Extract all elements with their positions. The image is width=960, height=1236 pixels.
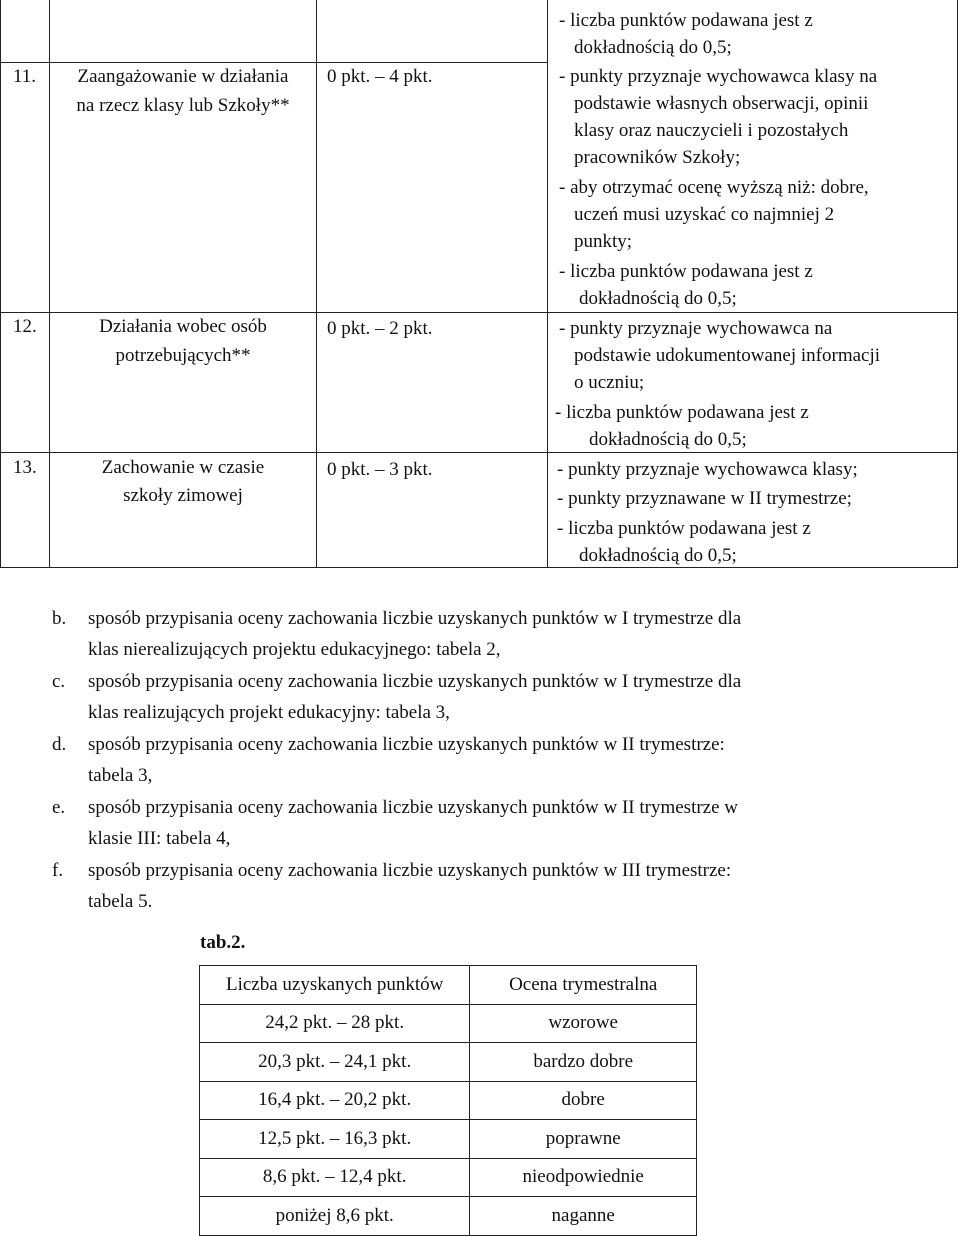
criterion-name: potrzebujących** xyxy=(115,345,251,366)
rule-text: - liczba punktów podawana jest z xyxy=(559,261,813,282)
table-cell: 20,3 pkt. – 24,1 pkt. xyxy=(200,1043,470,1082)
column-header: Ocena trymestralna xyxy=(470,966,697,1005)
table-cell: 16,4 pkt. – 20,2 pkt. xyxy=(200,1081,470,1120)
rule-text: pracowników Szkoły; xyxy=(574,147,741,168)
table-cell: nieodpowiednie xyxy=(470,1158,697,1197)
list-text: klas nierealizujących projektu edukacyjnego: tabela 2, xyxy=(88,639,501,660)
list-text: sposób przypisania oceny zachowania liczbie uzyskanych punktów w III trymestrze: xyxy=(88,860,732,881)
list-letter: f. xyxy=(52,860,64,881)
table-row xyxy=(200,1081,697,1120)
rule-text: - aby otrzymać ocenę wyższą niż: dobre, xyxy=(559,177,869,198)
criterion-name: Działania wobec osób xyxy=(99,316,267,337)
table-row xyxy=(200,1043,697,1082)
table-cell: poprawne xyxy=(470,1120,697,1159)
column-divider xyxy=(316,0,317,567)
list-text: tabela 3, xyxy=(88,765,153,786)
rule-text: dokładnością do 0,5; xyxy=(574,37,732,58)
criterion-name: Zachowanie w czasie xyxy=(101,457,265,478)
table-row xyxy=(200,1004,697,1043)
column-divider xyxy=(547,0,548,567)
rule-text: dokładnością do 0,5; xyxy=(579,545,737,566)
rule-text: - punkty przyznaje wychowawca klasy; xyxy=(557,459,858,480)
row-divider xyxy=(1,452,957,453)
rule-text: uczeń musi uzyskać co najmniej 2 xyxy=(574,204,835,225)
criterion-number: 13. xyxy=(13,457,37,478)
criterion-points: 0 pkt. – 4 pkt. xyxy=(327,66,433,87)
rule-text: dokładnością do 0,5; xyxy=(589,429,747,450)
table-title: tab.2. xyxy=(200,932,246,953)
list-letter: d. xyxy=(52,734,67,755)
criterion-number: 11. xyxy=(13,66,37,87)
list-letter: c. xyxy=(52,671,66,692)
list-letter: b. xyxy=(52,608,67,629)
list-text: klasie III: tabela 4, xyxy=(88,828,231,849)
criterion-name: szkoły zimowej xyxy=(123,485,243,506)
list-letter: e. xyxy=(52,797,66,818)
row-divider xyxy=(1,312,957,313)
rule-text: o uczniu; xyxy=(574,372,645,393)
table-row xyxy=(200,1158,697,1197)
column-divider xyxy=(49,0,50,567)
rule-text: dokładnością do 0,5; xyxy=(579,288,737,309)
rule-text: - liczba punktów podawana jest z xyxy=(559,10,813,31)
rule-text: klasy oraz nauczycieli i pozostałych xyxy=(574,120,849,141)
rule-text: podstawie własnych obserwacji, opinii xyxy=(574,93,869,114)
rule-text: - liczba punktów podawana jest z xyxy=(555,402,809,423)
rule-text: - punkty przyznawane w II trymestrze; xyxy=(557,488,852,509)
table-row xyxy=(200,1197,697,1236)
list-text: sposób przypisania oceny zachowania liczbie uzyskanych punktów w II trymestrze w xyxy=(88,797,739,818)
list-text: sposób przypisania oceny zachowania liczbie uzyskanych punktów w I trymestrze dla xyxy=(88,608,742,629)
list-text: tabela 5. xyxy=(88,891,153,912)
table-cell: 8,6 pkt. – 12,4 pkt. xyxy=(200,1158,470,1197)
table-cell: dobre xyxy=(470,1081,697,1120)
table-cell: poniżej 8,6 pkt. xyxy=(200,1197,470,1236)
grade-table xyxy=(199,965,697,1236)
rule-text: - punkty przyznaje wychowawca klasy na xyxy=(559,66,878,87)
table-cell: wzorowe xyxy=(470,1004,697,1043)
rule-text: punkty; xyxy=(574,231,633,252)
rule-text: - punkty przyznaje wychowawca na xyxy=(559,318,833,339)
table-cell: 12,5 pkt. – 16,3 pkt. xyxy=(200,1120,470,1159)
table-cell: 24,2 pkt. – 28 pkt. xyxy=(200,1004,470,1043)
criterion-points: 0 pkt. – 2 pkt. xyxy=(327,318,433,339)
rule-text: podstawie udokumentowanej informacji xyxy=(574,345,881,366)
criterion-points: 0 pkt. – 3 pkt. xyxy=(327,459,433,480)
list-text: klas realizujących projekt edukacyjny: tabela 3, xyxy=(88,702,450,723)
table-row xyxy=(200,1120,697,1159)
list-text: sposób przypisania oceny zachowania liczbie uzyskanych punktów w I trymestrze dla xyxy=(88,671,742,692)
criterion-number: 12. xyxy=(13,316,37,337)
criteria-table xyxy=(0,0,958,568)
list-text: sposób przypisania oceny zachowania liczbie uzyskanych punktów w II trymestrze: xyxy=(88,734,725,755)
criterion-name: Zaangażowanie w działania xyxy=(77,66,289,87)
criterion-name: na rzecz klasy lub Szkoły** xyxy=(76,95,290,116)
table-cell: bardzo dobre xyxy=(470,1043,697,1082)
table-header-row xyxy=(200,966,697,1005)
column-header: Liczba uzyskanych punktów xyxy=(200,966,470,1005)
table-cell: naganne xyxy=(470,1197,697,1236)
row-divider xyxy=(1,62,547,63)
rule-text: - liczba punktów podawana jest z xyxy=(557,518,811,539)
